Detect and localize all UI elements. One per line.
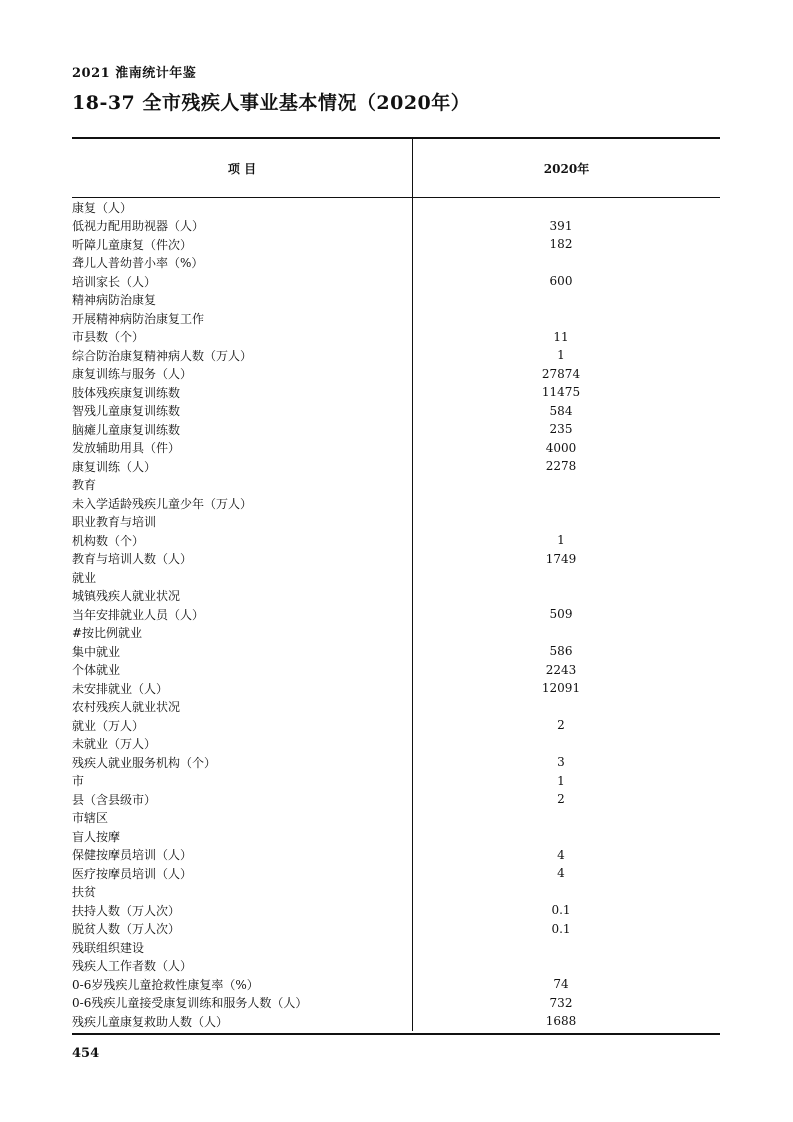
row-label: 农村残疾人就业状况 xyxy=(72,700,181,715)
row-label: 盲人按摩 xyxy=(72,829,121,844)
row-label: 发放辅助用具（件） xyxy=(72,441,181,456)
table-row xyxy=(72,568,720,587)
row-label: 就业（万人） xyxy=(72,718,145,733)
row-label: 康复（人） xyxy=(72,200,133,215)
table-row xyxy=(72,864,720,883)
row-label: 职业教育与培训 xyxy=(72,515,157,530)
table-row xyxy=(72,716,720,735)
row-label: 医疗按摩员培训（人） xyxy=(72,866,193,881)
row-label: 教育与培训人数（人） xyxy=(72,552,193,567)
table-header-row xyxy=(72,139,720,198)
row-label: 县（含县级市） xyxy=(72,792,157,807)
row-value: 4000 xyxy=(545,440,577,455)
row-value: 3 xyxy=(557,755,565,770)
row-label: 就业 xyxy=(72,570,97,585)
row-label: 扶贫 xyxy=(72,885,97,900)
row-label: 残疾人就业服务机构（个） xyxy=(72,755,217,770)
row-label: 教育 xyxy=(72,478,97,493)
table-row xyxy=(72,883,720,902)
table-row xyxy=(72,735,720,754)
row-value: 2 xyxy=(557,792,565,807)
row-label: 听障儿童康复（件次） xyxy=(72,237,193,252)
table-row xyxy=(72,827,720,846)
row-value: 11 xyxy=(553,329,569,344)
table-row xyxy=(72,790,720,809)
table-row xyxy=(72,772,720,791)
row-label: 开展精神病防治康复工作 xyxy=(72,311,205,326)
table-row xyxy=(72,661,720,680)
row-label: 低视力配用助视器（人） xyxy=(72,219,205,234)
row-value: 1 xyxy=(557,533,565,548)
row-label: 聋儿人普幼普小率（%） xyxy=(72,256,204,271)
row-value: 11475 xyxy=(541,385,581,400)
row-label: 个体就业 xyxy=(72,663,121,678)
row-value: 0.1 xyxy=(551,921,571,936)
row-label: 市县数（个） xyxy=(72,330,145,345)
row-label: 残联组织建设 xyxy=(72,940,145,955)
row-value: 1688 xyxy=(545,1014,577,1029)
page-number: 454 xyxy=(72,1046,100,1061)
row-value: 600 xyxy=(549,274,573,289)
table-row xyxy=(72,328,720,347)
row-value: 2 xyxy=(557,718,565,733)
table-row xyxy=(72,272,720,291)
table-title: 18-37 全市残疾人事业基本情况（2020年） xyxy=(72,92,471,114)
table-row xyxy=(72,642,720,661)
row-label: 康复训练与服务（人） xyxy=(72,367,193,382)
row-label: 未就业（万人） xyxy=(72,737,157,752)
table-row xyxy=(72,402,720,421)
table-row xyxy=(72,198,720,217)
row-label: 0-6残疾儿童接受康复训练和服务人数（人） xyxy=(72,996,308,1011)
row-value: 2278 xyxy=(545,459,577,474)
row-label: 智残儿童康复训练数 xyxy=(72,404,181,419)
row-value: 4 xyxy=(557,866,565,881)
row-value: 0.1 xyxy=(551,903,571,918)
row-value: 27874 xyxy=(541,366,581,381)
table-row xyxy=(72,975,720,994)
row-label: #按比例就业 xyxy=(72,626,143,641)
row-label: 培训家长（人） xyxy=(72,274,157,289)
table-row xyxy=(72,217,720,236)
row-label: 市 xyxy=(72,774,85,789)
row-value: 732 xyxy=(549,995,573,1010)
row-label: 残疾人工作者数（人） xyxy=(72,959,193,974)
table-row xyxy=(72,698,720,717)
row-label: 城镇残疾人就业状况 xyxy=(72,589,181,604)
row-label: 集中就业 xyxy=(72,644,121,659)
yearbook-title: 2021 淮南统计年鉴 xyxy=(72,66,197,81)
table-row xyxy=(72,938,720,957)
table-row xyxy=(72,365,720,384)
table-row xyxy=(72,439,720,458)
table-row xyxy=(72,383,720,402)
table-row xyxy=(72,605,720,624)
row-value: 391 xyxy=(549,218,573,233)
row-value: 1 xyxy=(557,348,565,363)
table-row xyxy=(72,513,720,532)
table-row xyxy=(72,901,720,920)
table-row xyxy=(72,309,720,328)
row-value: 584 xyxy=(549,403,573,418)
row-label: 残疾儿童康复救助人数（人） xyxy=(72,1014,229,1029)
row-value: 1749 xyxy=(545,551,577,566)
table-row xyxy=(72,957,720,976)
row-label: 未安排就业（人） xyxy=(72,681,169,696)
statistics-table xyxy=(72,137,720,1035)
table-row xyxy=(72,254,720,273)
row-label: 康复训练（人） xyxy=(72,459,157,474)
row-label: 0-6岁残疾儿童抢救性康复率（%） xyxy=(72,977,259,992)
table-row xyxy=(72,550,720,569)
table-row xyxy=(72,679,720,698)
table-body xyxy=(72,198,720,1031)
row-value: 586 xyxy=(549,644,573,659)
row-label: 当年安排就业人员（人） xyxy=(72,607,205,622)
row-label: 肢体残疾康复训练数 xyxy=(72,385,181,400)
table-row xyxy=(72,994,720,1013)
table-row xyxy=(72,809,720,828)
table-row xyxy=(72,753,720,772)
table-row xyxy=(72,531,720,550)
row-label: 未入学适龄残疾儿童少年（万人） xyxy=(72,496,253,511)
row-value: 1 xyxy=(557,773,565,788)
table-row xyxy=(72,587,720,606)
row-value: 235 xyxy=(549,422,573,437)
table-row xyxy=(72,920,720,939)
table-row xyxy=(72,624,720,643)
table-row xyxy=(72,476,720,495)
row-value: 182 xyxy=(549,237,573,252)
row-value: 4 xyxy=(557,847,565,862)
row-value: 74 xyxy=(553,977,569,992)
row-label: 脑瘫儿童康复训练数 xyxy=(72,422,181,437)
row-label: 综合防治康复精神病人数（万人） xyxy=(72,348,253,363)
table-row xyxy=(72,291,720,310)
row-label: 市辖区 xyxy=(72,811,109,826)
row-label: 扶持人数（万人次） xyxy=(72,903,181,918)
column-header-year: 2020年 xyxy=(543,161,590,176)
table-row xyxy=(72,846,720,865)
table-row xyxy=(72,494,720,513)
row-value: 2243 xyxy=(545,662,577,677)
table-bottom-rule xyxy=(72,1033,720,1035)
table-row xyxy=(72,235,720,254)
table-row xyxy=(72,1012,720,1031)
row-label: 脱贫人数（万人次） xyxy=(72,922,181,937)
row-value: 12091 xyxy=(541,681,581,696)
table-row xyxy=(72,346,720,365)
row-label: 保健按摩员培训（人） xyxy=(72,848,193,863)
row-value: 509 xyxy=(549,607,573,622)
table-row xyxy=(72,457,720,476)
row-label: 机构数（个） xyxy=(72,533,145,548)
column-header-item: 项 目 xyxy=(72,139,413,197)
table-row xyxy=(72,420,720,439)
row-label: 精神病防治康复 xyxy=(72,293,157,308)
